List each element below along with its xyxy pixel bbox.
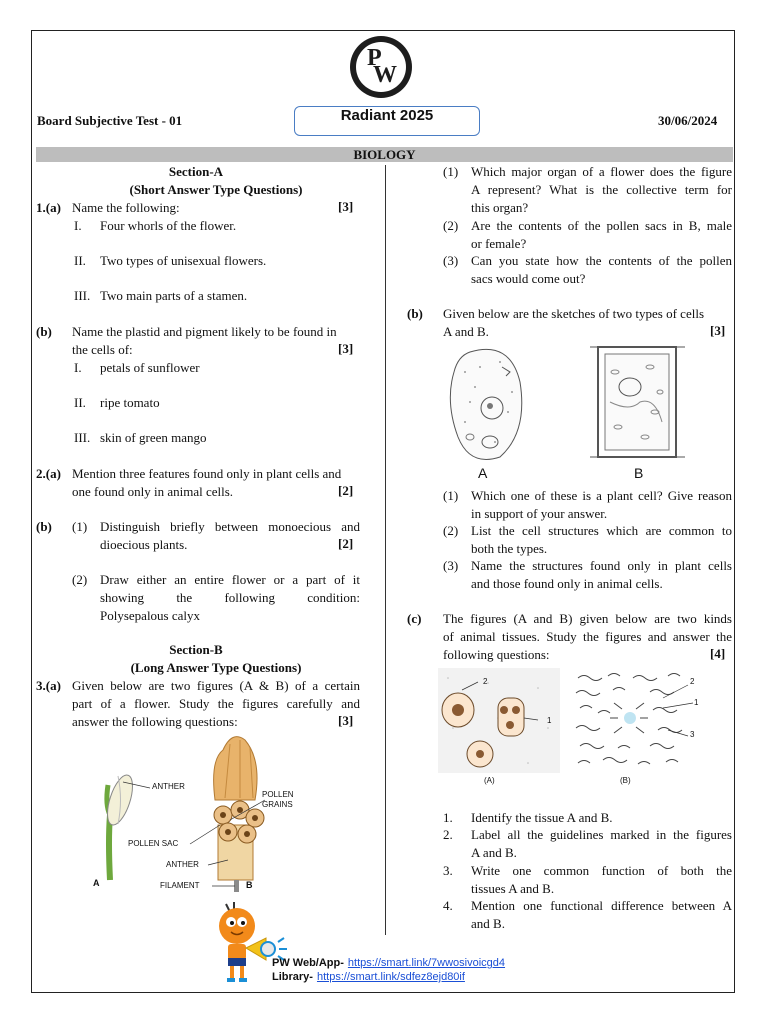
subject-bar: BIOLOGY xyxy=(36,147,733,162)
section-a-subtitle: (Short Answer Type Questions) xyxy=(129,182,303,197)
q1b-marks: [3] xyxy=(338,341,354,356)
q3b-marks: [3] xyxy=(710,323,726,338)
q3c-marks: [4] xyxy=(710,646,726,661)
q2b-part1-line2: dioecious plants. xyxy=(100,537,188,552)
q1b-number: (b) xyxy=(36,324,52,339)
q3c-line1: The figures (A and B) given below are two kinds xyxy=(443,611,732,626)
cell-a-label: A xyxy=(478,465,488,481)
q3c-line3: following questions: xyxy=(443,647,550,662)
q1a-number: 1.(a) xyxy=(36,200,61,215)
q2a-marks: [2] xyxy=(338,483,354,498)
q3b-sub3-num: (3) xyxy=(443,558,459,573)
q1a-item-1: Four whorls of the flower. xyxy=(100,218,237,233)
label-grains: GRAINS xyxy=(262,800,293,809)
q1b-item-2: ripe tomato xyxy=(100,395,160,410)
q3a-line2: part of a flower. Study the figures carefully and xyxy=(72,696,360,711)
q3c-sub3-line1: Write one common function of both the xyxy=(471,863,732,878)
q3c-sub2-line1: Label all the guidelines marked in the figures xyxy=(471,827,732,842)
q3b-line1: Given below are the sketches of two types of cells xyxy=(443,306,705,321)
label-pollen-sac: POLLEN SAC xyxy=(128,839,179,848)
q2a-line1: Mention three features found only in plant cells and xyxy=(72,466,342,481)
q3c-number: (c) xyxy=(407,611,422,626)
cell-sketches xyxy=(440,342,690,468)
q3c-sub4-line2: and B. xyxy=(471,916,505,931)
q2b-part1-line1: Distinguish briefly between monoecious and xyxy=(100,519,360,534)
q3b-number: (b) xyxy=(407,306,423,321)
tissue-b-label-3: 3 xyxy=(690,730,695,739)
q1b-item-1: petals of sunflower xyxy=(100,360,200,375)
footer-web-label: PW Web/App- xyxy=(272,957,344,969)
footer-library-link[interactable]: https://smart.link/sdfez8ejd80if xyxy=(316,971,465,983)
section-a-title: Section-A xyxy=(168,164,224,179)
q3a-marks: [3] xyxy=(338,713,354,728)
tissue-b-caption: (B) xyxy=(620,776,631,785)
q1a-item-2-num: II. xyxy=(74,253,86,268)
q1b-item-2-num: II. xyxy=(74,395,86,410)
q3c-sub1-line1: Identify the tissue A and B. xyxy=(471,810,613,825)
q3b-sub1-line1: Which one of these is a plant cell? Give reason xyxy=(471,488,732,503)
q3a-sub3-line1: Can you state how the contents of the pollen xyxy=(471,253,732,268)
q3c-sub3-line2: tissues A and B. xyxy=(471,881,555,896)
q1a-item-3-num: III. xyxy=(74,288,91,303)
q2b-number: (b) xyxy=(36,519,52,534)
q1b-item-3: skin of green mango xyxy=(100,430,207,445)
stamen-figure xyxy=(90,730,320,895)
q3a-sub1-line3: this organ? xyxy=(471,200,529,215)
q3b-line2: A and B. xyxy=(443,324,489,339)
q3a-sub2-num: (2) xyxy=(443,218,459,233)
q1a-item-3: Two main parts of a stamen. xyxy=(100,288,248,303)
q2b-part1-marks: [2] xyxy=(338,536,354,551)
q2a-line2: one found only in animal cells. xyxy=(72,484,234,499)
q3b-sub2-line2: both the types. xyxy=(471,541,548,556)
section-b-subtitle: (Long Answer Type Questions) xyxy=(130,660,302,675)
label-filament: FILAMENT xyxy=(160,881,200,890)
q3a-sub2-line1: Are the contents of the pollen sacs in B, male xyxy=(471,218,732,233)
q3c-sub1-num: 1. xyxy=(443,810,453,825)
q1b-item-1-num: I. xyxy=(74,360,82,375)
q3b-sub3-line2: and those found only in animal cells. xyxy=(471,576,663,591)
q1b-text-line2: the cells of: xyxy=(72,342,133,357)
tissue-a-caption: (A) xyxy=(484,776,495,785)
batch-name-box: Radiant 2025 xyxy=(294,106,480,136)
test-date: 30/06/2024 xyxy=(658,113,718,128)
q3a-line3: answer the following questions: xyxy=(72,714,238,729)
footer-library-row xyxy=(272,967,465,985)
q2b-part2-line1: Draw either an entire flower or a part of it xyxy=(100,572,360,587)
tissue-b-label-2: 2 xyxy=(690,677,695,686)
footer-web-link[interactable]: https://smart.link/7wwosivoicgd4 xyxy=(347,957,506,969)
q3c-sub4-num: 4. xyxy=(443,898,453,913)
q3c-sub3-num: 3. xyxy=(443,863,453,878)
q1a-item-1-num: I. xyxy=(74,218,82,233)
q3b-sub2-line1: List the cell structures which are common to xyxy=(471,523,732,538)
label-anther-a: ANTHER xyxy=(152,782,185,791)
logo-letter-p: P xyxy=(367,45,382,71)
q3b-sub2-num: (2) xyxy=(443,523,459,538)
tissue-b-label-1: 1 xyxy=(694,698,699,707)
column-divider xyxy=(385,165,386,935)
q1a-text: Name the following: xyxy=(72,200,180,215)
tissue-figures xyxy=(438,668,700,790)
label-fig-b: B xyxy=(246,880,253,890)
q2a-number: 2.(a) xyxy=(36,466,61,481)
label-fig-a: A xyxy=(93,878,100,888)
q3c-line2: of animal tissues. Study the figures and answer the xyxy=(443,629,732,644)
q3a-number: 3.(a) xyxy=(36,678,61,693)
q1a-marks: [3] xyxy=(338,199,354,214)
q3a-sub1-line2: A represent? What is the collective term for xyxy=(471,182,732,197)
q3c-sub4-line1: Mention one functional difference between A xyxy=(471,898,732,913)
q2b-part2-num: (2) xyxy=(72,572,88,587)
q2b-part1-num: (1) xyxy=(72,519,88,534)
q2b-part2-line3: Polysepalous calyx xyxy=(100,608,201,623)
pw-logo xyxy=(350,36,412,98)
q3a-sub3-line2: sacs would come out? xyxy=(471,271,586,286)
q3a-sub1-num: (1) xyxy=(443,164,459,179)
q1b-text-line1: Name the plastid and pigment likely to be found in xyxy=(72,324,337,339)
q2b-part2-line2: showing the following condition: xyxy=(100,590,360,605)
q3a-sub2-line2: or female? xyxy=(471,236,527,251)
label-pollen: POLLEN xyxy=(262,790,294,799)
q3b-sub1-line2: in support of your answer. xyxy=(471,506,608,521)
q3a-line1: Given below are two figures (A & B) of a certain xyxy=(72,678,360,693)
q3b-sub3-line1: Name the structures found only in plant cells xyxy=(471,558,732,573)
q1a-item-2: Two types of unisexual flowers. xyxy=(100,253,267,268)
q3c-sub2-line2: A and B. xyxy=(471,845,517,860)
q1b-item-3-num: III. xyxy=(74,430,91,445)
cell-b-label: B xyxy=(634,465,644,481)
test-name: Board Subjective Test - 01 xyxy=(37,113,183,128)
q3b-sub1-num: (1) xyxy=(443,488,459,503)
tissue-a-label-2: 2 xyxy=(483,677,488,686)
label-anther-b: ANTHER xyxy=(166,860,199,869)
footer-library-label: Library- xyxy=(272,971,313,983)
q3a-sub3-num: (3) xyxy=(443,253,459,268)
section-b-title: Section-B xyxy=(169,642,223,657)
tissue-a-label-1: 1 xyxy=(547,716,552,725)
q3c-sub2-num: 2. xyxy=(443,827,453,842)
q3a-sub1-line1: Which major organ of a flower does the figure xyxy=(471,164,732,179)
logo-letter-w: W xyxy=(373,62,397,88)
